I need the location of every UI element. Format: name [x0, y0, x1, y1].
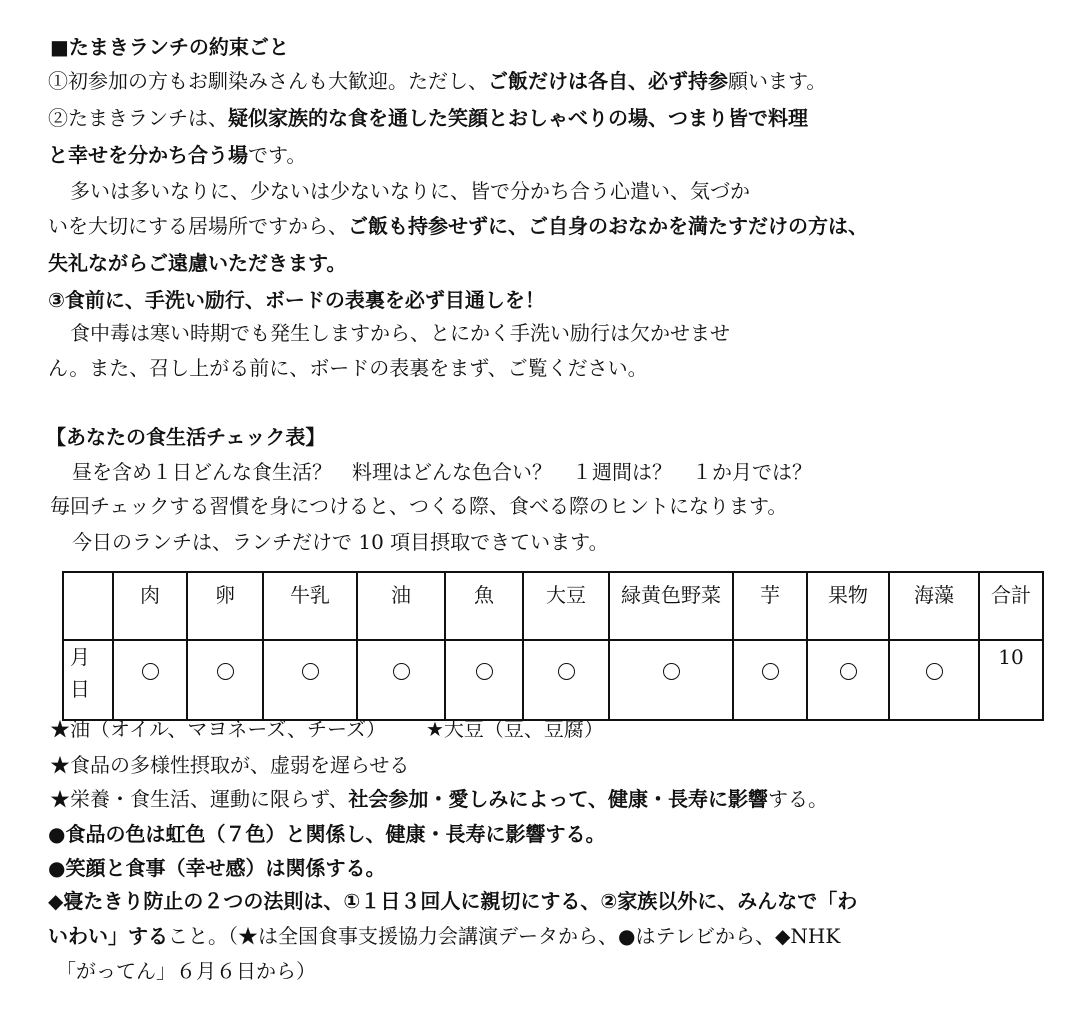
rule-2-text-d: です。 [248, 143, 307, 167]
rule-1-text-c: 願います。 [728, 69, 827, 93]
note-3-b: 社会参加・愛しみによって、健康・長寿に影響 [348, 787, 769, 811]
header-oil: 油 [357, 572, 445, 640]
header-egg: 卵 [187, 572, 263, 640]
note-5: ●笑顔と食事（幸せ感）は関係する。 [48, 856, 386, 880]
check-mark-seaweed [926, 663, 943, 680]
check-mark-fruit [840, 663, 857, 680]
header-potato: 芋 [733, 572, 807, 640]
mark-cell [263, 640, 357, 720]
check-mark-oil [393, 663, 410, 680]
check-mark-fish [476, 663, 493, 680]
rule-3-body-1: 食中毒は寒い時期でも発生しますから、とにかく手洗い励行は欠かせませ [70, 321, 730, 345]
note-4: ●食品の色は虹色（７色）と関係し、健康・長寿に影響する。 [48, 822, 606, 846]
header-milk: 牛乳 [263, 572, 357, 640]
note-3 [50, 786, 828, 812]
note-3-a: ★栄養・食生活、運動に限らず、 [50, 787, 349, 811]
note-2: ★食品の多様性摂取が、虚弱を遅らせる [50, 753, 410, 777]
table-row [63, 640, 1043, 720]
day-label: 日 [70, 677, 90, 701]
check-mark-soybean [558, 663, 575, 680]
month-label: 月 [70, 645, 90, 669]
header-seaweed: 海藻 [889, 572, 979, 640]
note-7-a: いわい」する [48, 924, 168, 948]
note-1-oil: ★油（オイル、マヨネーズ、チーズ） [50, 717, 386, 741]
rule-2-text-c: と幸せを分かち合う場 [48, 143, 248, 167]
header-fish: 魚 [445, 572, 523, 640]
check-intro-1: 昼を含め１日どんな食生活？ 料理はどんな色合い？ １週間は？ １か月では？ [72, 460, 812, 484]
note-3-c: する。 [768, 787, 829, 811]
mark-cell [113, 640, 187, 720]
rule-2-line-2 [48, 142, 306, 168]
mark-cell [445, 640, 523, 720]
note-7 [48, 923, 840, 949]
note-6: ◆寝たきり防止の２つの法則は、①１日３回人に親切にする、②家族以外に、みんなで「わ [48, 889, 858, 913]
total-value: 10 [979, 640, 1043, 720]
mark-cell [609, 640, 733, 720]
rule-2-body-2-a: いを大切にする居場所ですから、 [48, 214, 348, 238]
rule-1 [48, 68, 826, 94]
check-mark-potato [762, 663, 779, 680]
check-mark-egg [217, 663, 234, 680]
header-green-yellow-vegetables: 緑黄色野菜 [609, 572, 733, 640]
note-7-b: こと。（★は全国食事支援協力会講演データから、●はテレビから、◆NHK [168, 924, 841, 948]
check-mark-milk [302, 663, 319, 680]
note-1-soybean: ★大豆（豆、豆腐） [426, 717, 604, 741]
rule-2-text-b: 疑似家族的な食を通した笑顔とおしゃべりの場、つまり皆で料理 [228, 106, 808, 130]
food-check-table [62, 571, 1044, 721]
table-header-row [63, 572, 1043, 640]
check-mark-meat [142, 663, 159, 680]
rule-2-text-a: ②たまきランチは、 [48, 106, 228, 130]
header-total: 合計 [979, 572, 1043, 640]
header-soybean: 大豆 [523, 572, 609, 640]
mark-cell [187, 640, 263, 720]
mark-cell [889, 640, 979, 720]
rule-2-body-1: 多いは多いなりに、少ないは少ないなりに、皆で分かち合う心遣い、気づか [70, 179, 750, 203]
header-fruit: 果物 [807, 572, 889, 640]
mark-cell [523, 640, 609, 720]
mark-cell [733, 640, 807, 720]
table-corner-cell [63, 572, 113, 640]
check-intro-3: 今日のランチは、ランチだけで 10 項目摂取できています。 [72, 530, 609, 554]
header-meat: 肉 [113, 572, 187, 640]
rule-3-title: ③食前に、手洗い励行、ボードの表裏を必ず目通しを！ [48, 288, 545, 312]
rule-2-body-3: 失礼ながらご遠慮いただきます。 [48, 251, 347, 275]
rule-2-line-1 [48, 105, 808, 131]
check-mark-vegetables [663, 663, 680, 680]
rule-2-body-2-b: ご飯も持参せずに、ご自身のおなかを満たすだけの方は、 [348, 214, 868, 238]
mark-cell [807, 640, 889, 720]
check-intro-2: 毎回チェックする習慣を身につけると、つくる際、食べる際のヒントになります。 [50, 494, 788, 518]
check-title: 【あなたの食生活チェック表】 [46, 425, 326, 449]
note-8: 「がってん」６月６日から） [56, 959, 316, 983]
date-cell [63, 640, 113, 720]
rule-1-text-b: ご飯だけは各自、必ず持参 [488, 69, 728, 93]
note-1 [50, 716, 604, 742]
rule-3-body-2: ん。また、召し上がる前に、ボードの表裏をまず、ご覧ください。 [48, 356, 648, 380]
rule-2-body-2 [48, 213, 868, 239]
rule-1-text-a: ①初参加の方もお馴染みさんも大歓迎。ただし、 [48, 69, 488, 93]
promises-title: ■たまきランチの約束ごと [50, 35, 289, 59]
mark-cell [357, 640, 445, 720]
